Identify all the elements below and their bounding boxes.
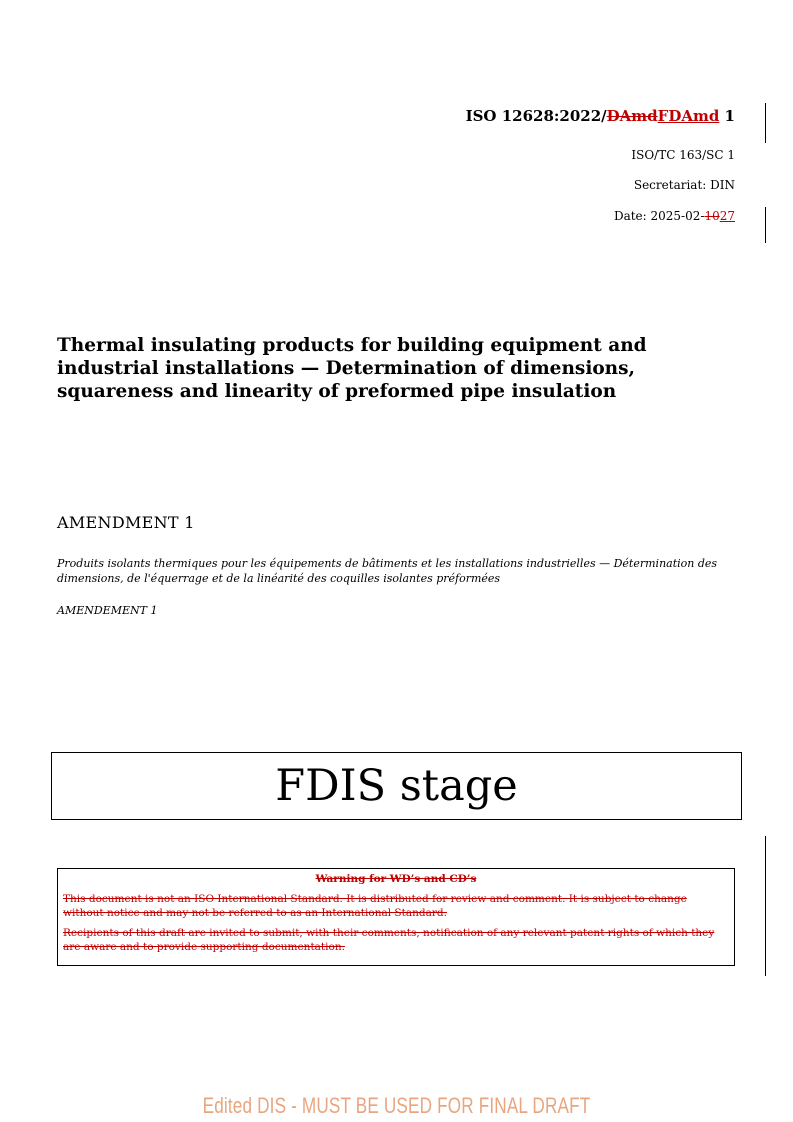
warning-paragraph: This document is not an ISO International Standard. It is distributed for review and comment. It is subject to change without notice and may not be referred to as an International Standard. [63,893,687,919]
warning-title: Warning for WD’s and CD’s [315,873,477,885]
document-title: Thermal insulating products for building equipment and industrial installations — Determination of dimensions, squareness and linearity of preformed pipe insulation [57,335,647,402]
date-prefix: Date: 2025-02- [613,209,705,223]
french-title: Produits isolants thermiques pour les équipements de bâtiments et les installations industrielles — Détermination des dimensions, de l'équerrage et de la linéarité des coquilles isolantes préformées [57,557,718,585]
change-bar [765,103,766,143]
secretariat: Secretariat: DIN [633,178,735,192]
doc-number-prefix: ISO 12628:2022/ [465,107,607,125]
footer-watermark: Edited DIS - MUST BE USED FOR FINAL DRAFT [202,1093,591,1118]
doc-number-suffix: 1 [719,107,735,125]
doc-number-inserted: FDAmd [657,107,720,125]
date-deleted: 10 [704,209,720,223]
warning-box [57,868,735,966]
warning-paragraph: Recipients of this draft are invited to submit, with their comments, notification of any relevant patent rights of which they are aware and to provide supporting documentation. [63,927,715,953]
doc-number-deleted: DAmd [606,107,658,125]
amendment-label: AMENDMENT 1 [57,513,195,532]
change-bar [765,836,766,976]
french-amendment-label: AMENDEMENT 1 [57,604,158,617]
date-inserted: 27 [719,209,735,223]
committee: ISO/TC 163/SC 1 [631,148,735,162]
document-number [466,107,735,125]
stage-box [51,752,742,820]
document-date [614,209,735,223]
stage-label: FDIS stage [275,760,518,811]
change-bar [765,207,766,243]
